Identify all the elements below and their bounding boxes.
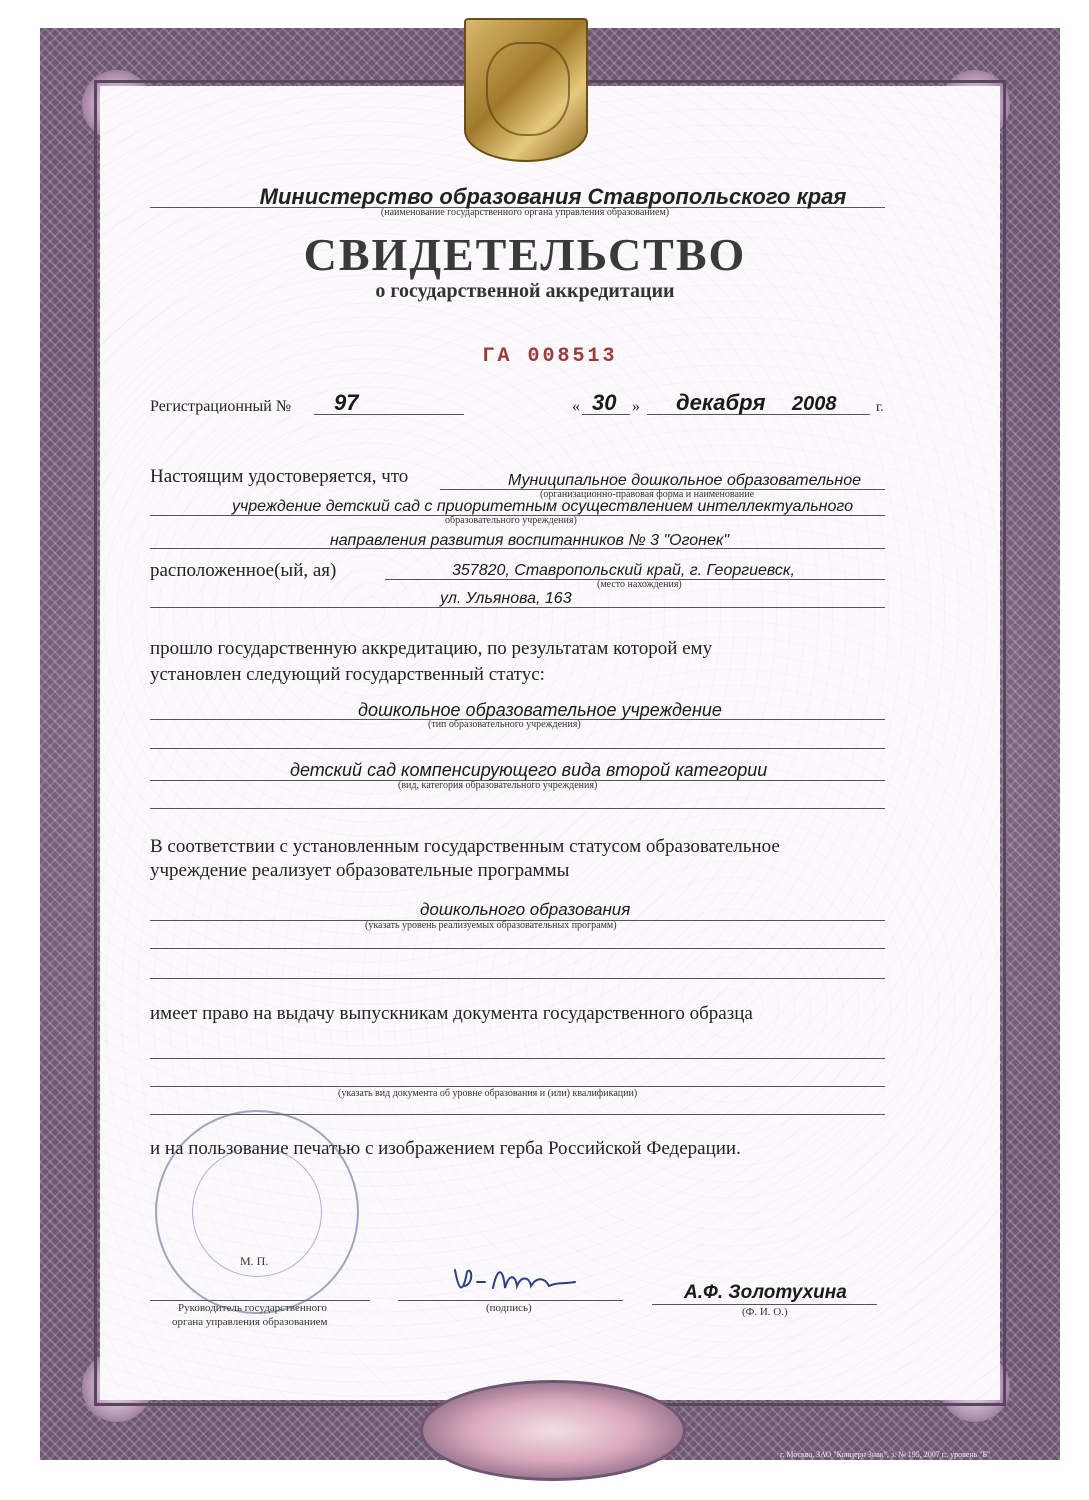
eagle-icon — [486, 42, 570, 136]
kind-caption: (вид, категория образовательного учреждения) — [398, 780, 598, 791]
diploma-caption: (указать вид документа об уровне образования и (или) квалификации) — [338, 1088, 638, 1099]
institution-kind: детский сад компенсирующего вида второй категории — [290, 760, 768, 780]
name-sign-line — [652, 1304, 877, 1305]
programs-paragraph-line1: В соответствии с установленным государственным статусом образовательное — [150, 836, 780, 857]
bottom-rosette-ornament — [420, 1380, 686, 1481]
handwritten-signature — [445, 1262, 595, 1302]
name-caption: (Ф. И. О.) — [742, 1306, 788, 1318]
ministry-caption: (наименование государственного органа управления образованием) — [380, 207, 670, 218]
document-subtitle: о государственной аккредитации — [375, 280, 675, 302]
registration-label: Регистрационный № — [150, 398, 292, 415]
diploma-line-2 — [150, 1086, 885, 1087]
institution-type: дошкольное образовательное учреждение — [358, 700, 722, 720]
series-number: ГА 008513 — [482, 345, 618, 368]
institution-name-line2: учреждение детский сад с приоритетным осуществлением интеллектуального — [232, 498, 853, 515]
ministry-name: Министерство образования Ставропольского края — [259, 184, 847, 209]
quote-open: « — [572, 398, 580, 415]
level-line-extra-1 — [150, 948, 885, 949]
diploma-line-1 — [150, 1058, 885, 1059]
registration-month: декабря — [676, 390, 766, 415]
seal-right-text: и на пользование печатью с изображением герба Российской Федерации. — [150, 1138, 741, 1159]
status-paragraph-line1: прошло государственную аккредитацию, по результатам которой ему — [150, 638, 713, 659]
role-line1: Руководитель государственного — [178, 1302, 327, 1314]
address-line2: ул. Ульянова, 163 — [440, 590, 572, 607]
programs-paragraph-line2: учреждение реализует образовательные программы — [150, 860, 570, 881]
address-line1: 357820, Ставропольский край, г. Георгиевск, — [452, 562, 795, 579]
coat-of-arms-emblem — [464, 18, 588, 162]
signature-line — [398, 1300, 623, 1301]
level-line-extra-2 — [150, 978, 885, 979]
level-caption: (указать уровень реализуемых образовательных программ) — [365, 920, 617, 931]
name-caption-1: (организационно-правовая форма и наименование — [540, 489, 755, 500]
role-line — [150, 1300, 370, 1301]
type-caption: (тип образовательного учреждения) — [428, 719, 581, 730]
role-line2: органа управления образованием — [172, 1316, 328, 1328]
kind-line-extra — [150, 808, 885, 809]
intro-text: Настоящим удостоверяется, что — [150, 466, 409, 487]
signatory-name: А.Ф. Золотухина — [684, 1282, 847, 1303]
diploma-right-text: имеет право на выдачу выпускникам документа государственного образца — [150, 1003, 753, 1024]
official-seal-stamp — [155, 1110, 359, 1314]
address-caption: (место нахождения) — [597, 579, 682, 590]
institution-name-line1: Муниципальное дошкольное образовательное — [508, 472, 862, 489]
institution-name-line3: направления развития воспитанников № 3 "Огонек" — [330, 532, 730, 549]
program-level: дошкольного образования — [420, 900, 631, 919]
signature-caption: (подпись) — [486, 1302, 532, 1314]
type-line-extra — [150, 748, 885, 749]
quote-close: » — [632, 398, 640, 415]
registration-day: 30 — [592, 390, 617, 415]
location-label: расположенное(ый, ая) — [150, 560, 337, 581]
mp-label: М. П. — [240, 1254, 269, 1268]
year-suffix: г. — [876, 400, 884, 415]
document-title: СВИДЕТЕЛЬСТВО — [303, 229, 747, 280]
printer-imprint: г. Москва, ЗАО "Концерн Знак", з. № 195, 2007 г., уровень "Б" — [780, 1450, 991, 1459]
registration-year: 2008 — [792, 393, 837, 415]
name-caption-2: образовательного учреждения) — [445, 515, 577, 526]
registration-number: 97 — [334, 390, 359, 415]
status-paragraph-line2: установлен следующий государственный статус: — [150, 664, 545, 685]
